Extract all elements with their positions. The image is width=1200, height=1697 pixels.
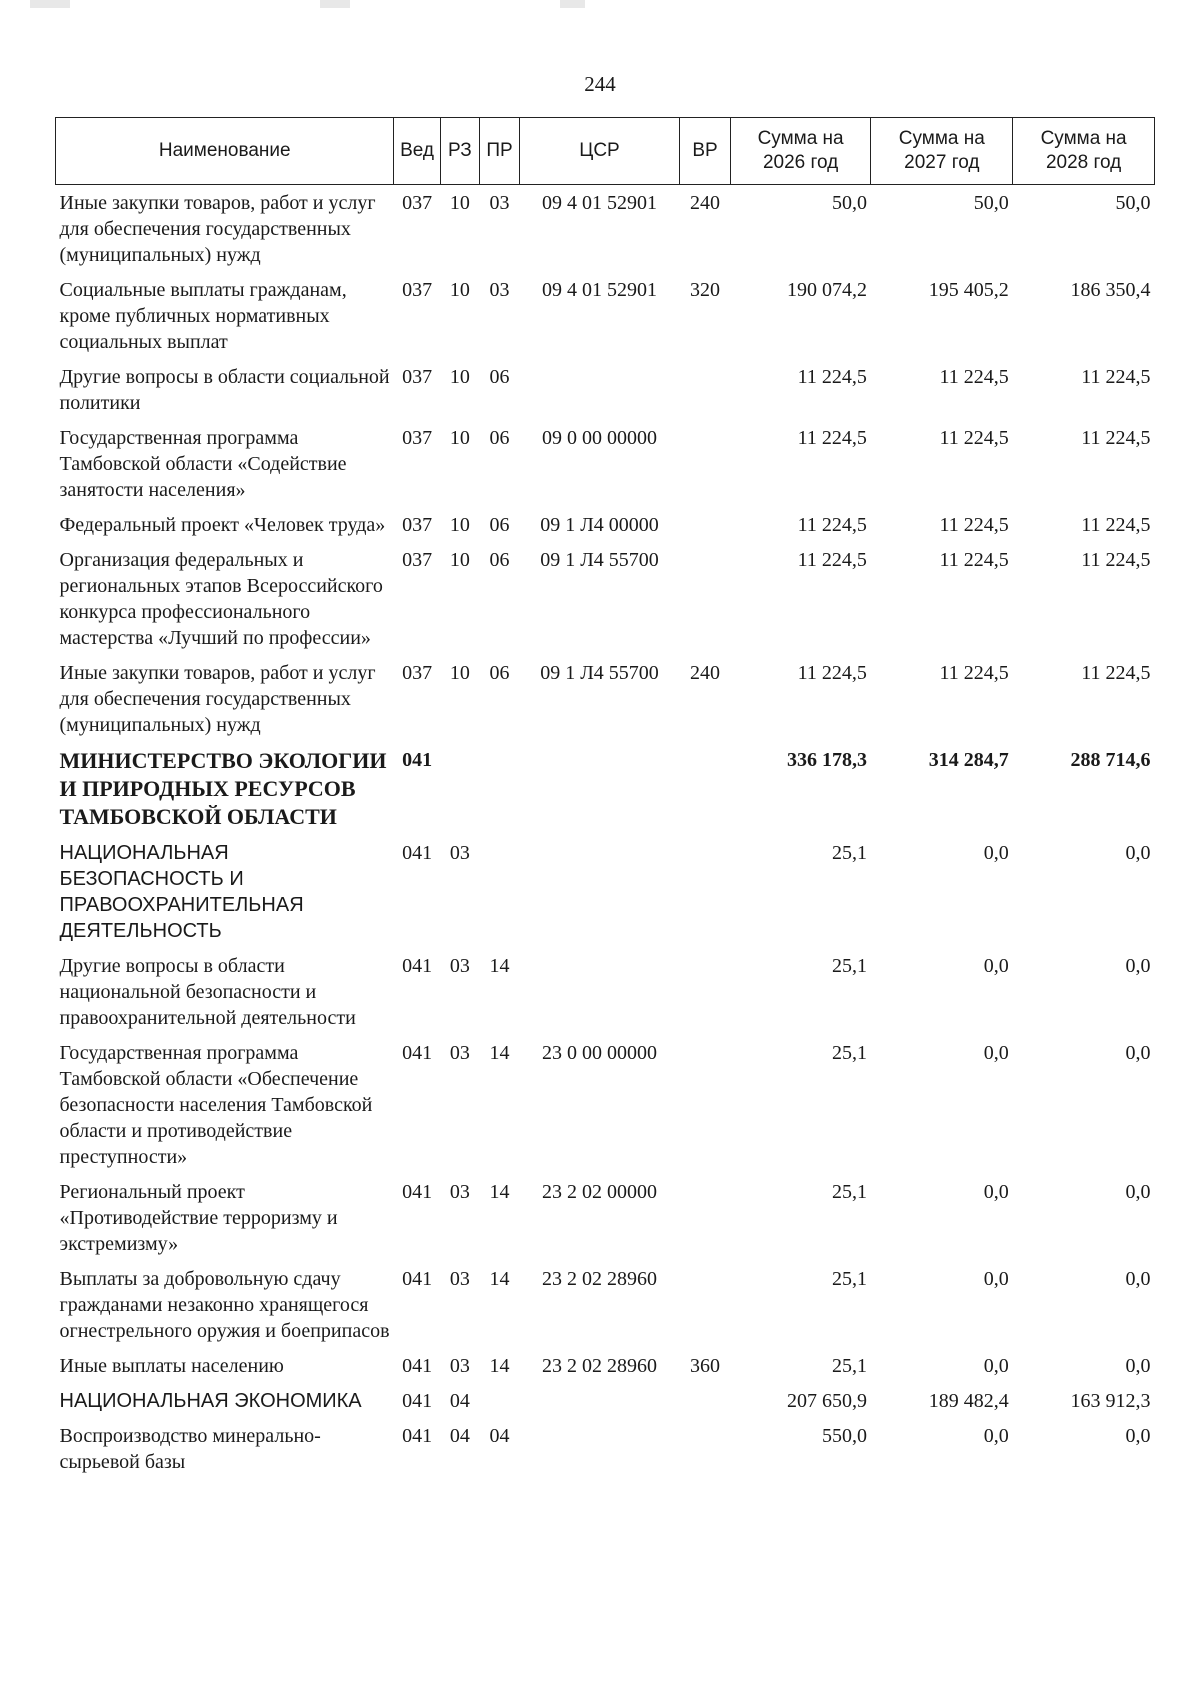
scan-artifact <box>320 0 350 8</box>
row-sum-2027: 0,0 <box>983 842 1009 864</box>
row-name: Другие вопросы в области социальной политики <box>59 366 390 414</box>
row-ved: 041 <box>402 1390 433 1412</box>
row-csr <box>519 835 679 948</box>
row-rz: 10 <box>449 427 470 449</box>
table-row <box>56 1035 1155 1174</box>
row-rz: 04 <box>449 1390 470 1412</box>
row-sum-2028: 186 350,4 <box>1070 279 1151 301</box>
header-name: Наименование <box>56 118 394 185</box>
row-ved: 037 <box>402 192 433 214</box>
row-name: Государственная программа Тамбовской области «Обеспечение безопасности населения Тамбовской области и противодействие преступности» <box>59 1042 373 1168</box>
row-sum-2026: 25,1 <box>831 955 867 977</box>
row-vr: 360 <box>689 1355 720 1377</box>
row-pr: 14 <box>489 955 510 977</box>
row-vr <box>680 742 731 835</box>
row-sum-2028: 11 224,5 <box>1081 514 1151 536</box>
row-ved: 041 <box>402 1042 433 1064</box>
row-sum-2027: 11 224,5 <box>939 662 1009 684</box>
row-sum-2027: 0,0 <box>983 1355 1009 1377</box>
row-vr: 240 <box>689 192 720 214</box>
row-pr: 06 <box>489 514 510 536</box>
table-row <box>56 542 1155 655</box>
row-vr <box>680 1383 731 1418</box>
row-ved: 041 <box>402 955 433 977</box>
row-ved: 041 <box>402 749 433 771</box>
row-pr: 06 <box>489 366 510 388</box>
row-sum-2026: 25,1 <box>831 1355 867 1377</box>
row-rz <box>440 742 480 835</box>
table-row <box>56 359 1155 420</box>
row-csr: 09 1 Л4 00000 <box>540 514 659 536</box>
row-sum-2027: 0,0 <box>983 1268 1009 1290</box>
row-sum-2028: 50,0 <box>1115 192 1151 214</box>
row-vr: 240 <box>689 662 720 684</box>
row-pr: 06 <box>489 662 510 684</box>
row-sum-2028: 0,0 <box>1125 1181 1151 1203</box>
header-rz: РЗ <box>440 118 480 185</box>
row-csr: 09 0 00 00000 <box>541 427 657 449</box>
row-sum-2026: 25,1 <box>831 1181 867 1203</box>
table-row <box>56 835 1155 948</box>
row-ved: 037 <box>402 366 433 388</box>
row-csr: 23 2 02 28960 <box>541 1355 657 1377</box>
table-body <box>56 185 1155 1480</box>
row-vr <box>680 420 731 507</box>
row-sum-2028: 288 714,6 <box>1070 749 1151 771</box>
row-ved: 041 <box>402 1268 433 1290</box>
header-vr: ВР <box>680 118 731 185</box>
row-csr: 09 1 Л4 55700 <box>540 549 659 571</box>
row-rz: 03 <box>449 1355 470 1377</box>
table-row <box>56 1383 1155 1418</box>
row-sum-2028: 0,0 <box>1125 842 1151 864</box>
row-sum-2026: 25,1 <box>831 1042 867 1064</box>
row-sum-2026: 11 224,5 <box>797 427 867 449</box>
row-sum-2027: 50,0 <box>973 192 1009 214</box>
header-ved: Вед <box>394 118 440 185</box>
row-pr: 14 <box>489 1042 510 1064</box>
row-ved: 041 <box>402 1355 433 1377</box>
row-sum-2028: 11 224,5 <box>1081 366 1151 388</box>
row-rz: 03 <box>449 1268 470 1290</box>
row-name: НАЦИОНАЛЬНАЯ БЕЗОПАСНОСТЬ И ПРАВООХРАНИТЕЛЬНАЯ ДЕЯТЕЛЬНОСТЬ <box>59 842 304 942</box>
row-sum-2028: 11 224,5 <box>1081 549 1151 571</box>
row-csr: 09 4 01 52901 <box>541 279 657 301</box>
row-sum-2026: 336 178,3 <box>786 749 867 771</box>
table-row <box>56 948 1155 1035</box>
row-vr <box>680 1261 731 1348</box>
row-pr: 03 <box>489 192 510 214</box>
row-name: Социальные выплаты гражданам, кроме публичных нормативных социальных выплат <box>59 279 347 353</box>
row-rz: 10 <box>449 549 470 571</box>
header-sum-2028: Сумма на 2028 год <box>1013 118 1155 185</box>
row-name: Воспроизводство минерально-сырьевой базы <box>59 1425 321 1473</box>
row-sum-2026: 11 224,5 <box>797 366 867 388</box>
table-header-row <box>56 118 1155 185</box>
table-row <box>56 1174 1155 1261</box>
row-sum-2028: 0,0 <box>1125 1355 1151 1377</box>
row-sum-2027: 195 405,2 <box>928 279 1009 301</box>
row-pr: 14 <box>489 1268 510 1290</box>
row-sum-2026: 11 224,5 <box>797 549 867 571</box>
table-row <box>56 1418 1155 1479</box>
row-pr: 06 <box>489 427 510 449</box>
scan-artifact <box>30 0 70 8</box>
row-ved: 037 <box>402 662 433 684</box>
row-sum-2027: 189 482,4 <box>928 1390 1009 1412</box>
row-pr: 04 <box>489 1425 510 1447</box>
row-sum-2028: 0,0 <box>1125 955 1151 977</box>
row-rz: 03 <box>449 955 470 977</box>
row-name: МИНИСТЕРСТВО ЭКОЛОГИИ И ПРИРОДНЫХ РЕСУРСОВ ТАМБОВСКОЙ ОБЛАСТИ <box>59 748 387 829</box>
table-row <box>56 185 1155 273</box>
row-name: НАЦИОНАЛЬНАЯ ЭКОНОМИКА <box>59 1390 362 1412</box>
row-rz: 10 <box>449 192 470 214</box>
row-csr: 23 2 02 00000 <box>541 1181 657 1203</box>
row-sum-2027: 11 224,5 <box>939 427 1009 449</box>
row-csr <box>519 359 679 420</box>
row-name: Федеральный проект «Человек труда» <box>59 514 386 536</box>
row-vr <box>680 507 731 542</box>
row-csr: 23 0 00 00000 <box>541 1042 657 1064</box>
row-csr: 09 1 Л4 55700 <box>540 662 659 684</box>
row-sum-2028: 163 912,3 <box>1070 1390 1151 1412</box>
row-sum-2027: 0,0 <box>983 1425 1009 1447</box>
row-sum-2028: 0,0 <box>1125 1042 1151 1064</box>
row-ved: 037 <box>402 279 433 301</box>
row-sum-2026: 11 224,5 <box>797 514 867 536</box>
page-number: 244 <box>584 72 616 96</box>
row-pr <box>480 835 520 948</box>
table-row <box>56 507 1155 542</box>
header-pr: ПР <box>480 118 520 185</box>
row-ved: 037 <box>402 514 433 536</box>
row-name: Иные закупки товаров, работ и услуг для обеспечения государственных (муниципальных) нужд <box>59 662 376 736</box>
row-rz: 03 <box>449 1042 470 1064</box>
row-pr <box>480 742 520 835</box>
row-sum-2027: 314 284,7 <box>928 749 1009 771</box>
table-row <box>56 1348 1155 1383</box>
row-pr: 06 <box>489 549 510 571</box>
header-csr: ЦСР <box>519 118 679 185</box>
row-rz: 03 <box>449 842 470 864</box>
row-sum-2026: 50,0 <box>831 192 867 214</box>
row-name: Региональный проект «Противодействие терроризму и экстремизму» <box>59 1181 338 1255</box>
row-ved: 037 <box>402 427 433 449</box>
scan-artifact <box>560 0 585 8</box>
header-sum-2026: Сумма на 2026 год <box>730 118 871 185</box>
row-name: Иные закупки товаров, работ и услуг для обеспечения государственных (муниципальных) нужд <box>59 192 376 266</box>
row-csr: 23 2 02 28960 <box>541 1268 657 1290</box>
row-sum-2027: 11 224,5 <box>939 549 1009 571</box>
row-name: Организация федеральных и региональных этапов Всероссийского конкурса профессионального мастерства «Лучший по профессии» <box>59 549 383 649</box>
row-rz: 10 <box>449 279 470 301</box>
row-sum-2027: 11 224,5 <box>939 366 1009 388</box>
row-sum-2028: 11 224,5 <box>1081 427 1151 449</box>
row-vr <box>680 948 731 1035</box>
row-vr <box>680 1418 731 1479</box>
row-sum-2026: 25,1 <box>831 842 867 864</box>
row-rz: 10 <box>449 514 470 536</box>
row-vr <box>680 1035 731 1174</box>
row-rz: 03 <box>449 1181 470 1203</box>
row-sum-2026: 190 074,2 <box>786 279 867 301</box>
row-ved: 041 <box>402 1425 433 1447</box>
row-csr <box>519 948 679 1035</box>
row-sum-2026: 207 650,9 <box>786 1390 867 1412</box>
row-ved: 041 <box>402 842 433 864</box>
row-vr <box>680 1174 731 1261</box>
row-sum-2026: 25,1 <box>831 1268 867 1290</box>
row-sum-2028: 0,0 <box>1125 1425 1151 1447</box>
row-csr <box>519 1383 679 1418</box>
row-pr: 03 <box>489 279 510 301</box>
row-sum-2026: 550,0 <box>821 1425 867 1447</box>
row-pr: 14 <box>489 1181 510 1203</box>
row-sum-2027: 0,0 <box>983 955 1009 977</box>
row-name: Выплаты за добровольную сдачу гражданами незаконно хранящегося огнестрельного оружия и боеприпасов <box>59 1268 390 1342</box>
row-sum-2028: 0,0 <box>1125 1268 1151 1290</box>
header-sum-2027: Сумма на 2027 год <box>871 118 1013 185</box>
row-vr <box>680 542 731 655</box>
row-pr: 14 <box>489 1355 510 1377</box>
row-ved: 037 <box>402 549 433 571</box>
row-sum-2028: 11 224,5 <box>1081 662 1151 684</box>
row-name: Иные выплаты населению <box>59 1355 284 1377</box>
row-vr <box>680 835 731 948</box>
budget-table <box>55 117 1155 1479</box>
row-rz: 10 <box>449 366 470 388</box>
row-sum-2027: 0,0 <box>983 1042 1009 1064</box>
row-csr: 09 4 01 52901 <box>541 192 657 214</box>
row-csr <box>519 1418 679 1479</box>
table-row <box>56 742 1155 835</box>
table-row <box>56 655 1155 742</box>
row-sum-2026: 11 224,5 <box>797 662 867 684</box>
row-vr: 320 <box>689 279 720 301</box>
table-row <box>56 272 1155 359</box>
row-sum-2027: 0,0 <box>983 1181 1009 1203</box>
table-row <box>56 1261 1155 1348</box>
row-ved: 041 <box>402 1181 433 1203</box>
row-name: Государственная программа Тамбовской области «Содействие занятости населения» <box>59 427 347 501</box>
table-row <box>56 420 1155 507</box>
row-csr <box>519 742 679 835</box>
row-name: Другие вопросы в области национальной безопасности и правоохранительной деятельности <box>59 955 356 1029</box>
row-rz: 04 <box>449 1425 470 1447</box>
row-vr <box>680 359 731 420</box>
row-rz: 10 <box>449 662 470 684</box>
row-pr <box>480 1383 520 1418</box>
row-sum-2027: 11 224,5 <box>939 514 1009 536</box>
